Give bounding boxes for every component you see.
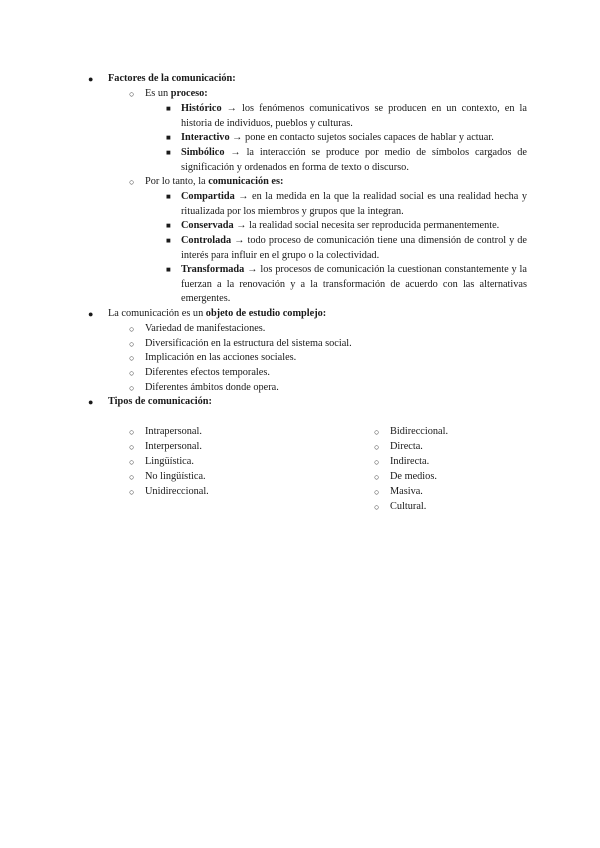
section-objeto-heading: ● La comunicación es un objeto de estudio complejo: xyxy=(108,307,326,322)
list-item-historico: ■ Histórico → los fenómenos comunicativos se producen en un contexto, en la historia de individuos, pueblos y culturas. xyxy=(166,103,527,129)
circle-bullet-icon: ○ xyxy=(129,368,135,378)
circle-bullet-icon: ○ xyxy=(129,339,135,349)
list-item-conservada: ■ Conservada → la realidad social necesita ser reproducida permanentemente. xyxy=(181,219,527,234)
disc-bullet-icon: ● xyxy=(88,74,94,84)
circle-bullet-icon: ○ xyxy=(374,442,380,452)
circle-bullet-icon: ○ xyxy=(374,457,380,467)
circle-bullet-icon: ○ xyxy=(374,427,380,437)
square-bullet-icon: ■ xyxy=(166,221,171,230)
list-item-transformada: ■ Transformada → los procesos de comunicación la cuestionan constantemente y la fuerzan a la renovación y a la transformación de acuerdo con las alternativas emergentes. xyxy=(166,264,527,305)
square-bullet-icon: ■ xyxy=(166,133,171,142)
list-item: ○ Masiva. xyxy=(390,485,448,500)
circle-bullet-icon: ○ xyxy=(129,472,135,482)
subsection-proceso: ○ Es un proceso: xyxy=(145,87,208,102)
circle-bullet-icon: ○ xyxy=(129,89,135,99)
list-item-simbolico: ■ Simbólico → la interacción se produce por medio de símbolos cargados de significación y ordenados en forma de texto o discurso. xyxy=(166,147,527,173)
list-item-compartida: ■ Compartida → en la medida en la que la realidad social es una realidad hecha y ritualizada por los miembros y grupos que la integran. xyxy=(166,191,527,217)
list-item: ○ Lingüística. xyxy=(145,455,209,470)
circle-bullet-icon: ○ xyxy=(129,427,135,437)
circle-bullet-icon: ○ xyxy=(129,442,135,452)
list-item: ○ No lingüística. xyxy=(145,470,209,485)
list-item: ○ Diferentes efectos temporales. xyxy=(145,366,270,381)
circle-bullet-icon: ○ xyxy=(129,383,135,393)
list-item-controlada: ■ Controlada → todo proceso de comunicación tiene una dimensión de control y de interés para influir en el grupo o la colectividad. xyxy=(166,235,527,261)
disc-bullet-icon: ● xyxy=(88,397,94,407)
list-item: ○ Intrapersonal. xyxy=(145,425,209,440)
circle-bullet-icon: ○ xyxy=(374,487,380,497)
square-bullet-icon: ■ xyxy=(166,192,171,201)
subsection-comunicacion-es: ○ Por lo tanto, la comunicación es: xyxy=(145,175,283,190)
list-item: ○ Bidireccional. xyxy=(390,425,448,440)
list-item: ○ Diversificación en la estructura del sistema social. xyxy=(145,337,352,352)
list-item: ○ Indirecta. xyxy=(390,455,448,470)
square-bullet-icon: ■ xyxy=(166,265,171,274)
square-bullet-icon: ■ xyxy=(166,104,171,113)
list-item: ○ Cultural. xyxy=(390,500,448,515)
list-item: ○ Diferentes ámbitos donde opera. xyxy=(145,381,279,396)
list-item-interactivo: ■ Interactivo → pone en contacto sujetos sociales capaces de hablar y actuar. xyxy=(181,131,527,146)
square-bullet-icon: ■ xyxy=(166,236,171,245)
circle-bullet-icon: ○ xyxy=(129,457,135,467)
circle-bullet-icon: ○ xyxy=(129,487,135,497)
circle-bullet-icon: ○ xyxy=(374,472,380,482)
circle-bullet-icon: ○ xyxy=(129,177,135,187)
list-item: ○ Directa. xyxy=(390,440,448,455)
circle-bullet-icon: ○ xyxy=(129,353,135,363)
square-bullet-icon: ■ xyxy=(166,148,171,157)
circle-bullet-icon: ○ xyxy=(374,502,380,512)
section-factores-heading: ● Factores de la comunicación: xyxy=(108,72,236,87)
section-tipos-heading: ● Tipos de comunicación: xyxy=(108,395,212,410)
list-item: ○ Interpersonal. xyxy=(145,440,209,455)
disc-bullet-icon: ● xyxy=(88,309,94,319)
list-item: ○ Implicación en las acciones sociales. xyxy=(145,351,296,366)
tipos-left-column xyxy=(129,425,209,500)
list-item: ○ De medios. xyxy=(390,470,448,485)
list-item: ○ Variedad de manifestaciones. xyxy=(145,322,265,337)
circle-bullet-icon: ○ xyxy=(129,324,135,334)
list-item: ○ Unidireccional. xyxy=(145,485,209,500)
tipos-right-column xyxy=(374,425,449,515)
